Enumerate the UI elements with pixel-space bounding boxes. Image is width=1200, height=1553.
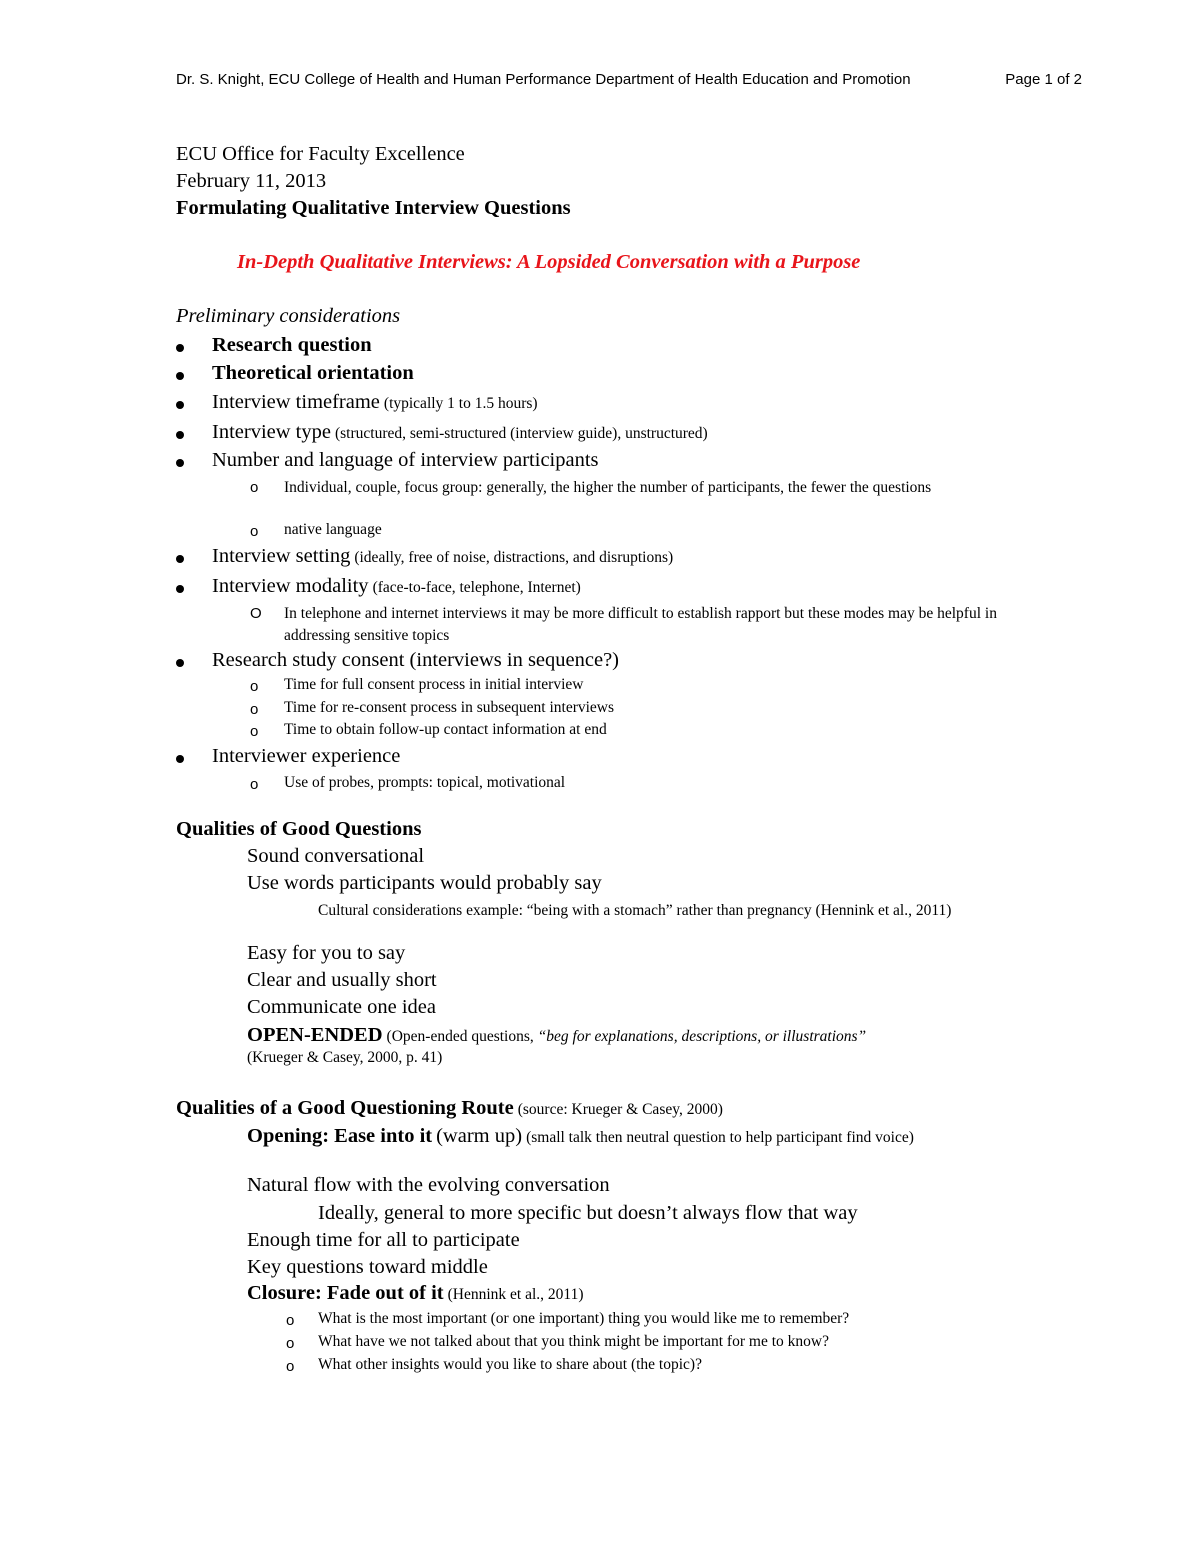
circle-bullet-icon: o xyxy=(286,1335,295,1352)
open-ended-citation: (Krueger & Casey, 2000, p. 41) xyxy=(247,1049,443,1066)
closure-label: Closure: Fade out of it xyxy=(247,1282,444,1304)
item-label: Interview setting xyxy=(212,545,351,567)
item-note: (structured, semi-structured (interview guide), unstructured) xyxy=(334,425,708,442)
good-question-item: Sound conversational xyxy=(247,845,425,867)
list-item xyxy=(212,545,673,568)
circle-bullet-icon: O xyxy=(250,605,262,622)
open-ended-label: OPEN-ENDED xyxy=(247,1024,383,1046)
list-item xyxy=(212,421,708,444)
bullet-icon xyxy=(176,755,184,763)
closure-note: (Hennink et al., 2011) xyxy=(447,1286,584,1303)
sub-list-item: Time for re-consent process in subsequent interviews xyxy=(284,699,615,716)
bullet-icon xyxy=(176,459,184,467)
preliminary-heading: Preliminary considerations xyxy=(176,305,401,327)
opening-note: (small talk then neutral question to help participant find voice) xyxy=(526,1129,914,1146)
closure-question: What is the most important (or one important) thing you would like me to remember? xyxy=(318,1310,850,1327)
circle-bullet-icon: o xyxy=(286,1358,295,1375)
list-item: Theoretical orientation xyxy=(212,362,414,384)
circle-bullet-icon: o xyxy=(286,1312,295,1329)
circle-bullet-icon: o xyxy=(250,723,259,740)
cultural-note: Cultural considerations example: “being with a stomach” rather than pregnancy (Hennink et al., 2011) xyxy=(318,902,952,919)
open-ended-line xyxy=(247,1024,866,1047)
route-heading-text: Qualities of a Good Questioning Route xyxy=(176,1097,514,1119)
sub-list-item: In telephone and internet interviews it may be more difficult to establish rapport but these modes may be helpful in addressing sensitive topics xyxy=(284,605,997,644)
sub-list-item: Time for full consent process in initial interview xyxy=(284,676,584,693)
list-item xyxy=(212,391,538,414)
sub-list-item: Time to obtain follow-up contact information at end xyxy=(284,721,607,738)
closure-item xyxy=(247,1282,584,1305)
list-item: Research study consent (interviews in sequence?) xyxy=(212,649,620,671)
item-note: (face-to-face, telephone, Internet) xyxy=(372,579,581,596)
route-item: Enough time for all to participate xyxy=(247,1229,520,1251)
document-subtitle: In-Depth Qualitative Interviews: A Lopsided Conversation with a Purpose xyxy=(237,251,861,273)
route-item: Natural flow with the evolving conversation xyxy=(247,1174,610,1196)
bullet-icon xyxy=(176,555,184,563)
date-line: February 11, 2013 xyxy=(176,170,327,192)
list-item xyxy=(212,575,581,598)
route-heading-source: (source: Krueger & Casey, 2000) xyxy=(517,1101,723,1118)
route-item: Key questions toward middle xyxy=(247,1256,488,1278)
item-note: (ideally, free of noise, distractions, and disruptions) xyxy=(354,549,674,566)
good-question-item: Clear and usually short xyxy=(247,969,437,991)
questioning-route-heading xyxy=(176,1097,723,1120)
circle-bullet-icon: o xyxy=(250,776,259,793)
closure-question: What have we not talked about that you think might be important for me to know? xyxy=(318,1333,829,1350)
list-item: Number and language of interview participants xyxy=(212,449,599,471)
sub-list-item: native language xyxy=(284,521,382,538)
opening-item xyxy=(247,1124,1027,1150)
good-questions-heading: Qualities of Good Questions xyxy=(176,818,422,840)
good-question-item: Easy for you to say xyxy=(247,942,406,964)
opening-label: Opening: Ease into it xyxy=(247,1125,433,1147)
running-header xyxy=(176,71,1082,88)
bullet-icon xyxy=(176,401,184,409)
route-sub-item: Ideally, general to more specific but doesn’t always flow that way xyxy=(318,1202,858,1224)
item-note: (typically 1 to 1.5 hours) xyxy=(383,395,538,412)
sub-list-item: Use of probes, prompts: topical, motivational xyxy=(284,774,566,791)
circle-bullet-icon: o xyxy=(250,678,259,695)
open-ended-pre: (Open-ended questions, xyxy=(386,1028,538,1045)
closure-question: What other insights would you like to share about (the topic)? xyxy=(318,1356,702,1373)
office-line: ECU Office for Faculty Excellence xyxy=(176,143,465,165)
bullet-icon xyxy=(176,431,184,439)
document-title: Formulating Qualitative Interview Questions xyxy=(176,197,571,219)
item-label: Interview modality xyxy=(212,575,369,597)
bullet-icon xyxy=(176,585,184,593)
good-question-item: Use words participants would probably say xyxy=(247,872,602,894)
list-item: Interviewer experience xyxy=(212,745,401,767)
header-page-number: Page 1 of 2 xyxy=(1005,71,1082,88)
item-label: Interview type xyxy=(212,421,331,443)
good-question-item: Communicate one idea xyxy=(247,996,436,1018)
bullet-icon xyxy=(176,659,184,667)
sub-list-item: Individual, couple, focus group: generally, the higher the number of participants, the fewer the questions xyxy=(284,479,932,496)
circle-bullet-icon: o xyxy=(250,479,259,496)
item-label: Interview timeframe xyxy=(212,391,380,413)
circle-bullet-icon: o xyxy=(250,701,259,718)
bullet-icon xyxy=(176,372,184,380)
opening-paren: (warm up) xyxy=(436,1125,523,1147)
list-item: Research question xyxy=(212,334,372,356)
bullet-icon xyxy=(176,344,184,352)
open-ended-quote: “beg for explanations, descriptions, or illustrations” xyxy=(537,1028,867,1045)
circle-bullet-icon: o xyxy=(250,523,259,540)
header-author-line: Dr. S. Knight, ECU College of Health and Human Performance Department of Health Education and Promotion xyxy=(176,71,911,88)
